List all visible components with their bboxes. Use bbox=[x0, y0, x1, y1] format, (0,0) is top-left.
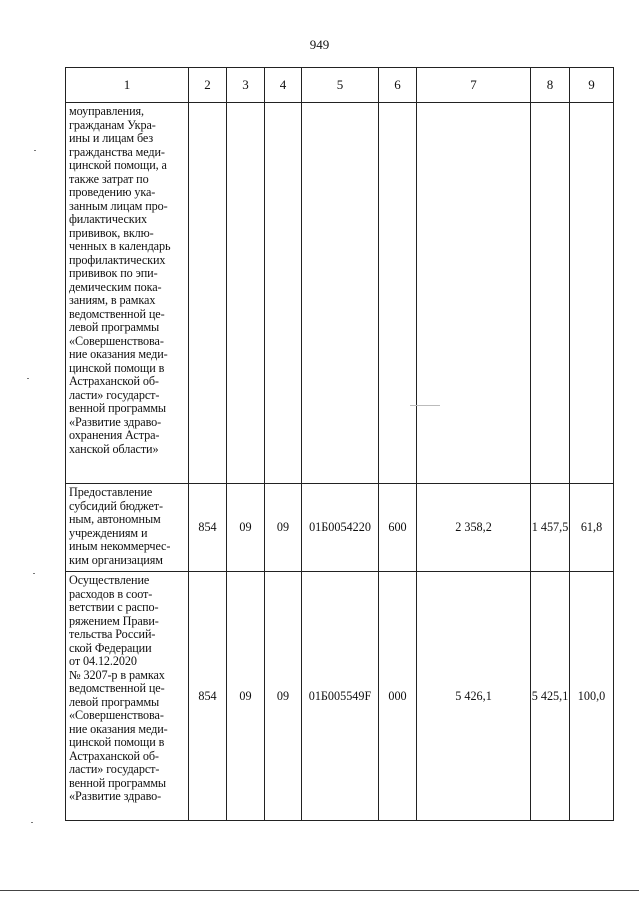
col-3-cell bbox=[227, 103, 265, 484]
scan-speck bbox=[33, 573, 35, 574]
col-2-cell: 854 bbox=[189, 484, 227, 572]
table-row bbox=[66, 103, 614, 484]
col-6-cell bbox=[379, 103, 417, 484]
col-8-cell bbox=[531, 103, 570, 484]
scan-speck bbox=[27, 378, 29, 379]
col-3-cell: 09 bbox=[227, 572, 265, 821]
col-4-cell: 09 bbox=[265, 572, 302, 821]
col-9-cell: 100,0 bbox=[570, 572, 614, 821]
col-7-cell: 5 426,1 bbox=[417, 572, 531, 821]
header-cell: 6 bbox=[379, 68, 417, 103]
table-row bbox=[66, 484, 614, 572]
header-cell: 2 bbox=[189, 68, 227, 103]
scan-speck bbox=[34, 150, 36, 151]
col-7-cell: 2 358,2 bbox=[417, 484, 531, 572]
scan-speck bbox=[410, 405, 440, 406]
col-3-cell: 09 bbox=[227, 484, 265, 572]
col-8-cell: 1 457,5 bbox=[531, 484, 570, 572]
page-bottom-rule bbox=[0, 890, 639, 891]
description-cell bbox=[66, 484, 189, 572]
header-cell: 5 bbox=[302, 68, 379, 103]
header-cell: 9 bbox=[570, 68, 614, 103]
col-7-cell bbox=[417, 103, 531, 484]
table-row bbox=[66, 572, 614, 821]
col-6-cell: 000 bbox=[379, 572, 417, 821]
col-4-cell: 09 bbox=[265, 484, 302, 572]
description-text: Предоставление субсидий бюджет- ным, автономным учреждениям и иным некоммерчес- ким организациям bbox=[69, 485, 171, 567]
col-2-cell: 854 bbox=[189, 572, 227, 821]
description-text: Осуществление расходов в соот- ветствии с распо- ряжением Прави- тельства Россий- ской Федерации от 04.12.2020 № 3207-р в рамках ведомственной це- левой программы «Совершенствова- ние оказания меди- цинской помощи в Астраханской об- ласти» государст- венной программы «Развитие здраво- bbox=[69, 573, 168, 803]
page-number: 949 bbox=[309, 37, 330, 52]
header-cell: 4 bbox=[265, 68, 302, 103]
scan-speck bbox=[31, 822, 33, 823]
description-cell bbox=[66, 572, 189, 821]
header-cell: 7 bbox=[417, 68, 531, 103]
col-9-cell bbox=[570, 103, 614, 484]
col-9-cell: 61,8 bbox=[570, 484, 614, 572]
budget-table bbox=[65, 67, 614, 821]
header-cell: 8 bbox=[531, 68, 570, 103]
col-5-cell bbox=[302, 103, 379, 484]
col-2-cell bbox=[189, 103, 227, 484]
col-8-cell: 5 425,1 bbox=[531, 572, 570, 821]
description-cell bbox=[66, 103, 189, 484]
col-5-cell: 01Б0054220 bbox=[302, 484, 379, 572]
description-text: моуправления, гражданам Укра- ины и лицам без гражданства меди- цинской помощи, а также затрат по проведению ука- занным лицам про- филактических прививок, вклю- ченных в календарь профилактических прививок по эпи- демическим пока- заниям, в рамках ведомственной це- левой программы «Совершенствова- ние оказания меди- цинской помощи в Астраханской об- ласти» государст- венной программы «Развитие здраво- охранения Астра- ханской области» bbox=[69, 104, 171, 456]
col-5-cell: 01Б005549F bbox=[302, 572, 379, 821]
header-cell: 1 bbox=[66, 68, 189, 103]
col-4-cell bbox=[265, 103, 302, 484]
header-cell: 3 bbox=[227, 68, 265, 103]
col-6-cell: 600 bbox=[379, 484, 417, 572]
table-header-row bbox=[66, 68, 614, 103]
